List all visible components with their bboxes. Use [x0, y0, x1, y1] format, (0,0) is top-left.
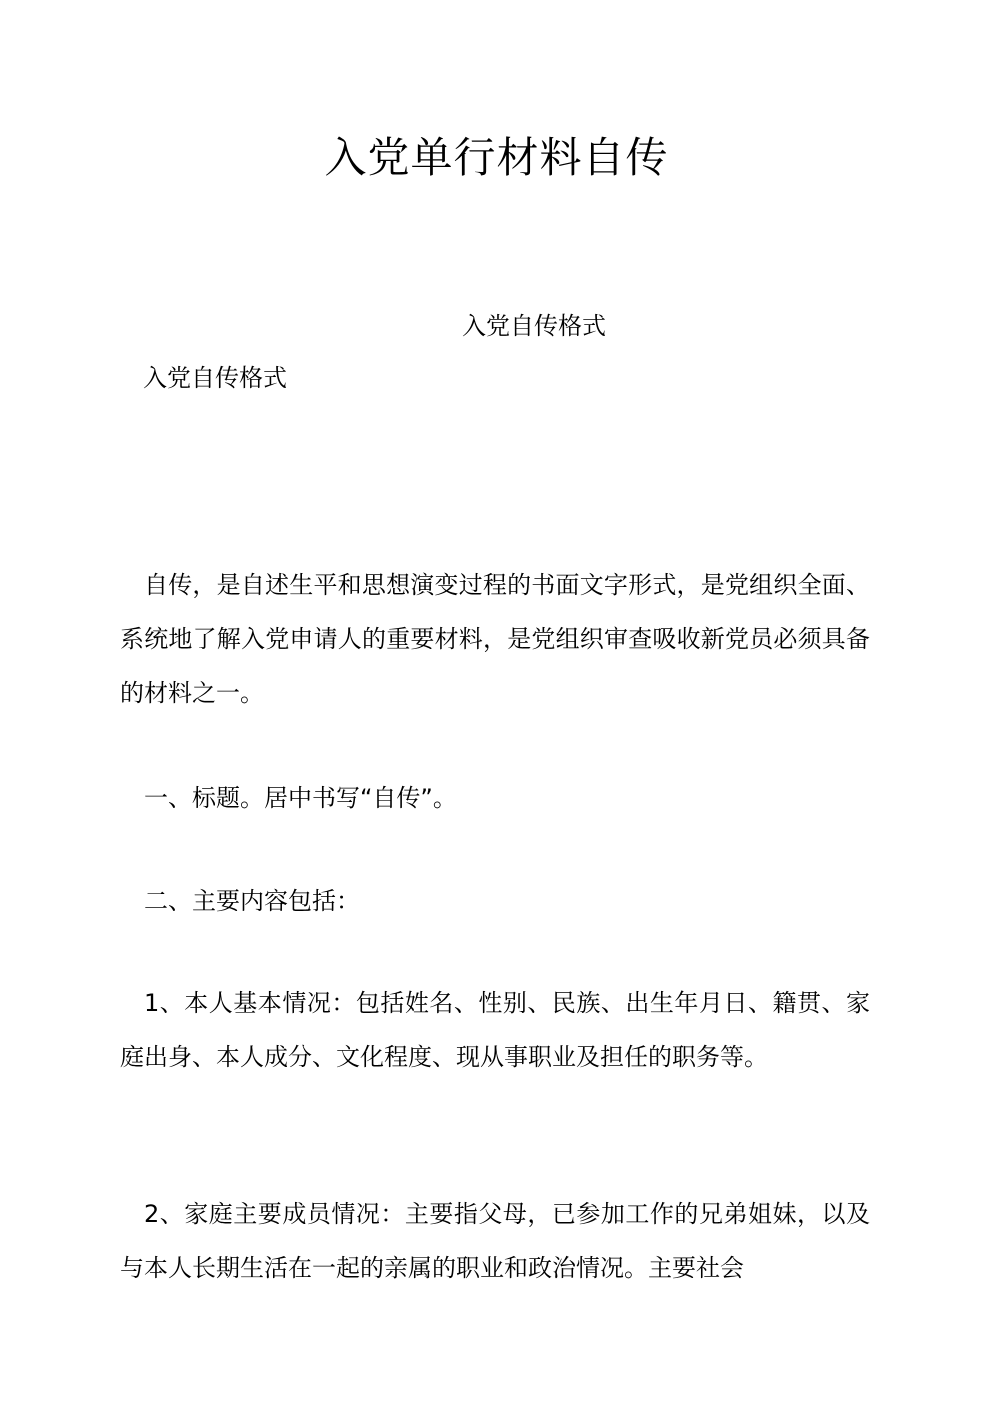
paragraph-item-family-members: 2、家庭主要成员情况：主要指父母，已参加工作的兄弟姐妹，以及与本人长期生活在一起的亲属的职业和政治情况。主要社会	[120, 1200, 870, 1282]
paragraph-item-title: 一、标题。居中书写“自传”。	[144, 784, 457, 812]
section-heading-left: 入党自传格式	[143, 364, 287, 392]
paragraph-intro: 自传，是自述生平和思想演变过程的书面文字形式，是党组织全面、系统地了解入党申请人的重要材料，是党组织审查吸收新党员必须具备的材料之一。	[120, 571, 870, 707]
paragraph-item-main-content: 二、主要内容包括：	[144, 887, 360, 915]
paragraph-item-basic-info: 1、本人基本情况：包括姓名、性别、民族、出生年月日、籍贯、家庭出身、本人成分、文化程度、现从事职业及担任的职务等。	[120, 989, 870, 1071]
section-heading-centered: 入党自传格式	[462, 312, 606, 340]
document-title: 入党单行材料自传	[324, 133, 669, 182]
